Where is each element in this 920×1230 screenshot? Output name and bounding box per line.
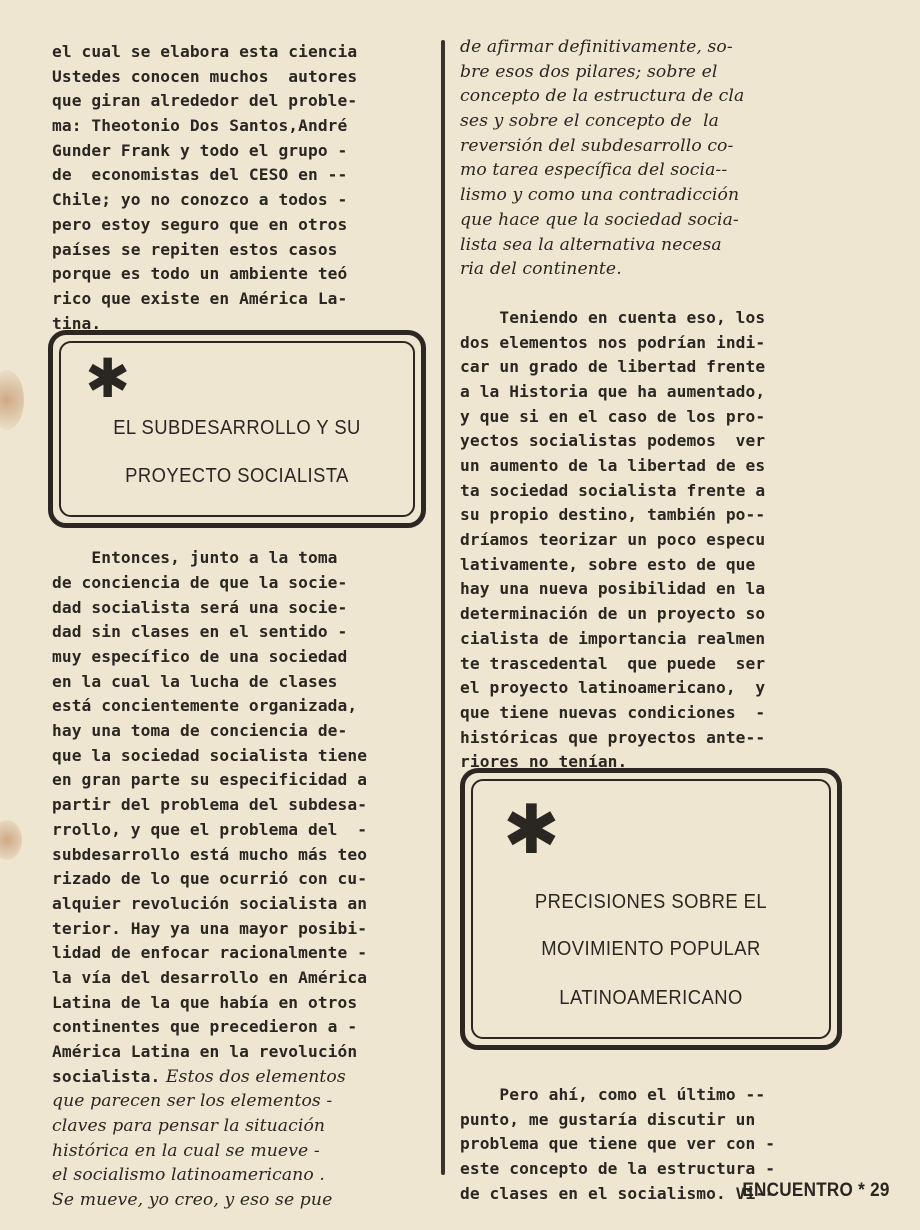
text-line: subdesarrollo está mucho más teo xyxy=(52,844,368,864)
asterisk-icon: ✱ xyxy=(85,347,131,410)
italic-line: concepto de la estructura de cla xyxy=(460,86,745,107)
paper-stain xyxy=(0,820,22,860)
text-line: tina. xyxy=(52,313,102,333)
publication-name: ENCUENTRO xyxy=(742,1180,854,1201)
italic-line: el socialismo latinoamericano . xyxy=(52,1165,325,1186)
column-divider xyxy=(441,40,445,1175)
italic-line: de afirmar definitivamente, so- xyxy=(460,37,733,57)
text-line: que la sociedad socialista tiene xyxy=(52,745,368,765)
text-line: problema que tiene que ver con - xyxy=(460,1134,776,1154)
text-line: dad sin clases en el sentido - xyxy=(52,622,348,642)
text-line: rico que existe en América La- xyxy=(52,288,348,308)
text-line: de clases en el socialismo. Vi-- xyxy=(460,1183,776,1203)
text-line: muy específico de una sociedad xyxy=(52,647,348,666)
text-line: de economistas del CESO en -- xyxy=(52,165,348,185)
text-line: car un grado de libertad frente xyxy=(460,357,766,377)
text-line: Gunder Frank y todo el grupo - xyxy=(52,140,348,160)
text-line: lidad de enfocar racionalmente - xyxy=(52,943,368,963)
section-heading-line: EL SUBDESARROLLO Y SU xyxy=(113,417,361,439)
italic-line: reversión del subdesarrollo co- xyxy=(460,135,734,156)
text-line: países se repiten estos casos xyxy=(52,239,338,259)
italic-line: ses y sobre el concepto de la xyxy=(460,111,720,132)
text-line: dríamos teorizar un poco especu xyxy=(460,530,766,550)
text-line: en la cual la lucha de clases xyxy=(52,671,338,691)
italic-line: mo tarea específica del socia-- xyxy=(460,160,728,181)
italic-line: ria del continente. xyxy=(460,259,622,280)
text-line: de conciencia de que la socie- xyxy=(52,572,348,592)
text-line: terior. Hay ya una mayor posibi- xyxy=(52,918,368,938)
text-line: históricas que proyectos ante-- xyxy=(460,727,766,747)
text-line: riores no tenían. xyxy=(460,752,628,772)
section-heading-box xyxy=(460,768,842,1050)
section-heading-line: LATINOAMERICANO xyxy=(559,987,743,1009)
text-line: continentes que precedieron a - xyxy=(52,1017,358,1037)
text-span: socialista. xyxy=(52,1066,161,1086)
text-line: lativamente, sobre esto de que xyxy=(460,554,756,574)
text-line: ma: Theotonio Dos Santos,André xyxy=(52,116,348,136)
italic-line: lista sea la alternativa necesa xyxy=(460,234,722,255)
italic-span: Estos dos elementos xyxy=(160,1066,346,1087)
text-line xyxy=(52,1065,437,1090)
section-heading-line: PRECISIONES SOBRE EL xyxy=(534,891,768,913)
text-line: que tiene nuevas condiciones - xyxy=(460,702,766,722)
text-line: hay una toma de conciencia de- xyxy=(52,721,348,741)
text-line: ta sociedad socialista frente a xyxy=(460,480,766,500)
left-paragraph-1 xyxy=(52,40,437,336)
text-line: te trascedental que puede ser xyxy=(460,653,766,673)
italic-line: que parecen ser los elementos - xyxy=(52,1091,333,1112)
text-line: un aumento de la libertad de es xyxy=(460,456,766,475)
text-line: a la Historia que ha aumentado, xyxy=(460,381,766,401)
right-paragraph-1 xyxy=(460,35,850,282)
italic-line: bre esos dos pilares; sobre el xyxy=(460,61,718,82)
text-line: yectos socialistas podemos ver xyxy=(460,431,766,451)
asterisk-icon: ✱ xyxy=(503,791,560,870)
text-line: Chile; yo no conozco a todos - xyxy=(52,190,348,210)
left-column xyxy=(52,40,437,1213)
section-heading-line: PROYECTO SOCIALISTA xyxy=(125,465,349,487)
text-line: rizado de lo que ocurrió con cu- xyxy=(52,869,368,889)
text-line: este concepto de la estructura - xyxy=(460,1159,776,1178)
section-heading-box xyxy=(48,330,426,528)
text-line: en gran parte su especificidad a xyxy=(52,770,368,790)
text-line: punto, me gustaría discutir un xyxy=(460,1109,756,1129)
text-line: alquier revolución socialista an xyxy=(52,893,368,913)
text-line: determinación de un proyecto so xyxy=(460,604,766,624)
italic-line: Se mueve, yo creo, y eso se pue xyxy=(52,1190,333,1211)
text-line: su propio destino, también po-- xyxy=(460,505,766,525)
left-paragraph-2 xyxy=(52,546,437,1213)
text-line: pero estoy seguro que en otros xyxy=(52,214,348,234)
text-line: dad socialista será una socie- xyxy=(52,597,348,617)
text-line: Entonces, junto a la toma xyxy=(52,548,338,568)
text-line: está concientemente organizada, xyxy=(52,696,358,716)
footer-separator: * xyxy=(858,1180,866,1201)
text-line: cialista de importancia realmen xyxy=(460,628,766,648)
italic-line: claves para pensar la situación xyxy=(52,1116,326,1137)
text-line: América Latina en la revolución xyxy=(52,1042,358,1061)
text-line: dos elementos nos podrían indi- xyxy=(460,332,766,352)
text-line: hay una nueva posibilidad en la xyxy=(460,579,766,599)
text-line: el proyecto latinoamericano, y xyxy=(460,678,766,698)
text-line: el cual se elabora esta ciencia xyxy=(52,42,358,61)
text-line: Ustedes conocen muchos autores xyxy=(52,66,358,86)
text-line: la vía del desarrollo en América xyxy=(52,967,368,987)
italic-line: lismo y como una contradicción xyxy=(460,185,740,206)
paper-stain xyxy=(0,370,24,430)
text-line: rrollo, y que el problema del - xyxy=(52,819,368,839)
section-heading-line: MOVIMIENTO POPULAR xyxy=(541,938,761,960)
text-line: Teniendo en cuenta eso, los xyxy=(460,307,766,327)
text-line: que giran alrededor del proble- xyxy=(52,91,358,111)
italic-line: que hace que la sociedad socia- xyxy=(460,209,739,230)
text-line: Latina de la que había en otros xyxy=(52,992,358,1012)
page-number: 29 xyxy=(870,1180,890,1201)
text-line: porque es todo un ambiente teó xyxy=(52,264,348,284)
text-line: partir del problema del subdesa- xyxy=(52,795,368,815)
text-line: Pero ahí, como el último -- xyxy=(460,1084,766,1104)
page-footer xyxy=(743,1180,890,1202)
text-line: y que si en el caso de los pro- xyxy=(460,406,766,426)
right-paragraph-2 xyxy=(460,306,850,775)
italic-line: histórica en la cual se mueve - xyxy=(52,1140,320,1161)
